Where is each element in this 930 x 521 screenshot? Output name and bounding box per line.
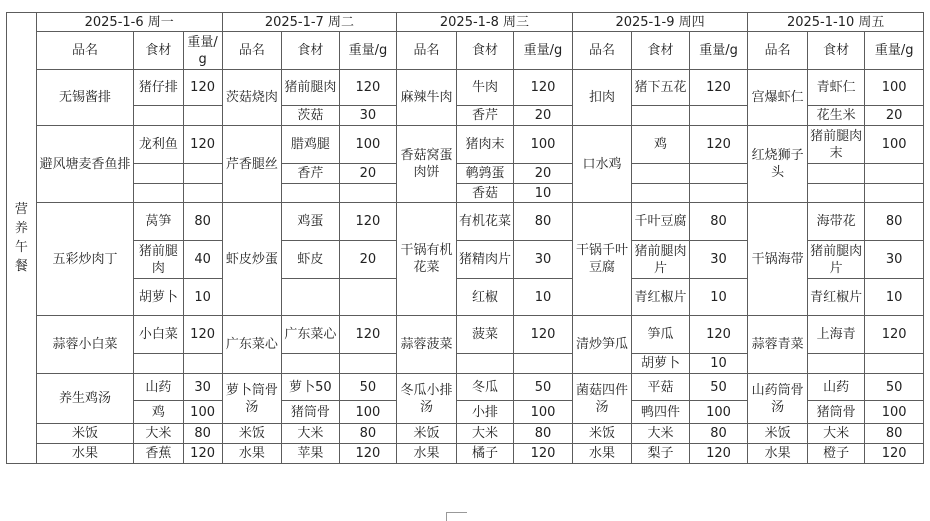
dish-name-cell[interactable]: 芹香腿丝 — [222, 126, 282, 203]
meal-category-label: 营养午餐 — [14, 202, 28, 274]
meal-category-cell[interactable] — [7, 13, 37, 464]
ingredient-cell[interactable]: 鹌鹑蛋 — [456, 164, 514, 184]
dish-name-cell[interactable]: 蒜蓉青菜 — [748, 316, 808, 374]
ingredient-cell[interactable] — [456, 354, 514, 374]
column-header-name[interactable]: 品名 — [572, 32, 632, 70]
ingredient-cell[interactable]: 广东菜心 — [282, 316, 340, 354]
weight-cell[interactable]: 80 — [514, 424, 573, 444]
weight-cell[interactable]: 10 — [514, 184, 573, 203]
column-header-ingredient[interactable]: 食材 — [282, 32, 340, 70]
weight-cell[interactable]: 10 — [865, 279, 924, 316]
weight-cell[interactable]: 120 — [865, 444, 924, 464]
dish-name-cell[interactable]: 水果 — [36, 444, 134, 464]
column-header-ingredient[interactable]: 食材 — [134, 32, 183, 70]
weight-cell[interactable]: 100 — [865, 126, 924, 164]
ingredient-cell[interactable]: 猪仔排 — [134, 70, 183, 106]
dish-name-cell[interactable]: 五彩炒肉丁 — [36, 203, 134, 316]
dish-name-cell[interactable]: 米饭 — [222, 424, 282, 444]
ingredient-cell[interactable]: 大米 — [134, 424, 183, 444]
ingredient-cell[interactable]: 莴笋 — [134, 203, 183, 241]
ingredient-cell[interactable]: 龙利鱼 — [134, 126, 183, 164]
ingredient-cell[interactable]: 鸡蛋 — [282, 203, 340, 241]
dish-name-cell[interactable]: 无锡酱排 — [36, 70, 134, 126]
ingredient-cell[interactable]: 大米 — [632, 424, 690, 444]
dish-name-cell[interactable]: 水果 — [572, 444, 632, 464]
ingredient-cell[interactable]: 红椒 — [456, 279, 514, 316]
ingredient-cell[interactable]: 上海青 — [807, 316, 865, 354]
dish-name-cell[interactable]: 香菇窝蛋肉饼 — [397, 126, 457, 203]
ingredient-cell[interactable] — [807, 164, 865, 184]
ingredient-cell[interactable]: 青红椒片 — [632, 279, 690, 316]
weight-cell[interactable]: 100 — [514, 401, 573, 424]
weight-cell[interactable]: 10 — [689, 279, 748, 316]
weight-cell[interactable]: 20 — [339, 241, 397, 279]
dish-name-cell[interactable]: 广东菜心 — [222, 316, 282, 374]
weight-cell[interactable] — [339, 184, 397, 203]
weight-cell[interactable]: 120 — [689, 316, 748, 354]
dish-name-cell[interactable]: 水果 — [748, 444, 808, 464]
ingredient-cell[interactable]: 牛肉 — [456, 70, 514, 106]
ingredient-cell[interactable]: 千叶豆腐 — [632, 203, 690, 241]
weight-cell[interactable] — [339, 279, 397, 316]
dish-name-cell[interactable]: 米饭 — [572, 424, 632, 444]
lunch-menu-table — [6, 12, 924, 464]
dish-name-cell[interactable]: 蒜蓉菠菜 — [397, 316, 457, 374]
ingredient-cell[interactable]: 猪筒骨 — [807, 401, 865, 424]
weight-cell[interactable]: 30 — [339, 106, 397, 126]
weight-cell[interactable]: 30 — [183, 374, 222, 401]
dish-name-cell[interactable]: 扣肉 — [572, 70, 632, 126]
ingredient-cell[interactable]: 香蕉 — [134, 444, 183, 464]
ingredient-cell[interactable]: 小排 — [456, 401, 514, 424]
column-header-ingredient[interactable]: 食材 — [807, 32, 865, 70]
weight-cell[interactable]: 100 — [183, 401, 222, 424]
day-header-3[interactable]: 2025-1-8 周三 — [397, 13, 573, 32]
weight-cell[interactable] — [689, 164, 748, 184]
weight-cell[interactable]: 10 — [689, 354, 748, 374]
column-header-weight[interactable]: 重量/g — [183, 32, 222, 70]
dish-name-cell[interactable]: 水果 — [397, 444, 457, 464]
ingredient-cell[interactable]: 大米 — [282, 424, 340, 444]
ingredient-cell[interactable]: 平菇 — [632, 374, 690, 401]
dish-name-cell[interactable]: 养生鸡汤 — [36, 374, 134, 424]
ingredient-cell[interactable]: 青虾仁 — [807, 70, 865, 106]
weight-cell[interactable]: 120 — [183, 70, 222, 106]
dish-name-cell[interactable]: 米饭 — [748, 424, 808, 444]
column-header-weight[interactable]: 重量/g — [514, 32, 573, 70]
weight-cell[interactable] — [183, 354, 222, 374]
ingredient-cell[interactable]: 鸭四件 — [632, 401, 690, 424]
weight-cell[interactable]: 10 — [514, 279, 573, 316]
ingredient-cell[interactable]: 香菇 — [456, 184, 514, 203]
dish-name-cell[interactable]: 菌菇四件汤 — [572, 374, 632, 424]
ingredient-cell[interactable]: 萝卜50 — [282, 374, 340, 401]
weight-cell[interactable] — [865, 354, 924, 374]
ingredient-cell[interactable]: 胡萝卜 — [632, 354, 690, 374]
weight-cell[interactable]: 80 — [514, 203, 573, 241]
ingredient-cell[interactable]: 猪前腿肉片 — [632, 241, 690, 279]
weight-cell[interactable]: 80 — [183, 203, 222, 241]
weight-cell[interactable]: 120 — [514, 444, 573, 464]
ingredient-cell[interactable]: 大米 — [456, 424, 514, 444]
ingredient-cell[interactable] — [134, 184, 183, 203]
dish-name-cell[interactable]: 口水鸡 — [572, 126, 632, 203]
ingredient-cell[interactable] — [632, 184, 690, 203]
weight-cell[interactable]: 20 — [865, 106, 924, 126]
weight-cell[interactable] — [689, 184, 748, 203]
weight-cell[interactable]: 80 — [183, 424, 222, 444]
dish-name-cell[interactable]: 米饭 — [397, 424, 457, 444]
weight-cell[interactable]: 30 — [865, 241, 924, 279]
ingredient-cell[interactable]: 苹果 — [282, 444, 340, 464]
weight-cell[interactable]: 120 — [183, 126, 222, 164]
ingredient-cell[interactable] — [134, 106, 183, 126]
weight-cell[interactable]: 80 — [689, 424, 748, 444]
weight-cell[interactable]: 120 — [514, 70, 573, 106]
weight-cell[interactable]: 50 — [865, 374, 924, 401]
weight-cell[interactable]: 100 — [689, 401, 748, 424]
dish-name-cell[interactable]: 山药筒骨汤 — [748, 374, 808, 424]
dish-name-cell[interactable]: 麻辣牛肉 — [397, 70, 457, 126]
ingredient-cell[interactable]: 猪前腿肉末 — [807, 126, 865, 164]
ingredient-cell[interactable]: 花生米 — [807, 106, 865, 126]
dish-name-cell[interactable]: 冬瓜小排汤 — [397, 374, 457, 424]
dish-name-cell[interactable]: 干锅有机花菜 — [397, 203, 457, 316]
weight-cell[interactable]: 120 — [514, 316, 573, 354]
weight-cell[interactable]: 50 — [339, 374, 397, 401]
weight-cell[interactable]: 80 — [865, 203, 924, 241]
column-header-ingredient[interactable]: 食材 — [456, 32, 514, 70]
weight-cell[interactable]: 100 — [865, 401, 924, 424]
weight-cell[interactable]: 10 — [183, 279, 222, 316]
ingredient-cell[interactable] — [807, 184, 865, 203]
weight-cell[interactable]: 120 — [183, 316, 222, 354]
column-header-name[interactable]: 品名 — [748, 32, 808, 70]
column-header-weight[interactable]: 重量/g — [689, 32, 748, 70]
dish-name-cell[interactable]: 蒜蓉小白菜 — [36, 316, 134, 374]
ingredient-cell[interactable] — [632, 164, 690, 184]
weight-cell[interactable] — [183, 106, 222, 126]
ingredient-cell[interactable]: 香芹 — [456, 106, 514, 126]
ingredient-cell[interactable] — [134, 354, 183, 374]
ingredient-cell[interactable] — [807, 354, 865, 374]
ingredient-cell[interactable]: 鸡 — [134, 401, 183, 424]
weight-cell[interactable] — [865, 164, 924, 184]
ingredient-cell[interactable]: 胡萝卜 — [134, 279, 183, 316]
ingredient-cell[interactable]: 猪肉末 — [456, 126, 514, 164]
day-header-4[interactable]: 2025-1-9 周四 — [572, 13, 748, 32]
ingredient-cell[interactable]: 猪精肉片 — [456, 241, 514, 279]
weight-cell[interactable] — [183, 164, 222, 184]
ingredient-cell[interactable]: 橘子 — [456, 444, 514, 464]
ingredient-cell[interactable]: 猪前腿肉 — [134, 241, 183, 279]
weight-cell[interactable]: 120 — [689, 444, 748, 464]
column-header-name[interactable]: 品名 — [397, 32, 457, 70]
ingredient-cell[interactable]: 青红椒片 — [807, 279, 865, 316]
day-header-5[interactable]: 2025-1-10 周五 — [748, 13, 924, 32]
weight-cell[interactable] — [865, 184, 924, 203]
weight-cell[interactable] — [514, 354, 573, 374]
ingredient-cell[interactable]: 山药 — [134, 374, 183, 401]
weight-cell[interactable]: 120 — [183, 444, 222, 464]
weight-cell[interactable]: 80 — [339, 424, 397, 444]
ingredient-cell[interactable]: 小白菜 — [134, 316, 183, 354]
dish-name-cell[interactable]: 虾皮炒蛋 — [222, 203, 282, 316]
weight-cell[interactable]: 80 — [689, 203, 748, 241]
ingredient-cell[interactable]: 大米 — [807, 424, 865, 444]
dish-name-cell[interactable]: 水果 — [222, 444, 282, 464]
day-header-2[interactable]: 2025-1-7 周二 — [222, 13, 397, 32]
ingredient-cell[interactable]: 梨子 — [632, 444, 690, 464]
weight-cell[interactable]: 120 — [689, 70, 748, 106]
weight-cell[interactable]: 120 — [689, 126, 748, 164]
ingredient-cell[interactable] — [282, 279, 340, 316]
weight-cell[interactable]: 100 — [514, 126, 573, 164]
column-header-weight[interactable]: 重量/g — [339, 32, 397, 70]
weight-cell[interactable]: 120 — [339, 316, 397, 354]
weight-cell[interactable] — [183, 184, 222, 203]
weight-cell[interactable]: 100 — [865, 70, 924, 106]
weight-cell[interactable]: 120 — [339, 444, 397, 464]
ingredient-cell[interactable]: 香芹 — [282, 164, 340, 184]
weight-cell[interactable]: 50 — [689, 374, 748, 401]
weight-cell[interactable]: 20 — [514, 164, 573, 184]
ingredient-cell[interactable]: 虾皮 — [282, 241, 340, 279]
ingredient-cell[interactable]: 腊鸡腿 — [282, 126, 340, 164]
dish-name-cell[interactable]: 茨菇烧肉 — [222, 70, 282, 126]
weight-cell[interactable]: 30 — [689, 241, 748, 279]
weight-cell[interactable]: 100 — [339, 401, 397, 424]
ingredient-cell[interactable]: 有机花菜 — [456, 203, 514, 241]
ingredient-cell[interactable]: 猪前腿肉 — [282, 70, 340, 106]
ingredient-cell[interactable]: 菠菜 — [456, 316, 514, 354]
weight-cell[interactable]: 120 — [339, 203, 397, 241]
weight-cell[interactable]: 120 — [865, 316, 924, 354]
ingredient-cell[interactable]: 猪前腿肉片 — [807, 241, 865, 279]
ingredient-cell[interactable] — [632, 106, 690, 126]
weight-cell[interactable]: 30 — [514, 241, 573, 279]
column-header-ingredient[interactable]: 食材 — [632, 32, 690, 70]
dish-name-cell[interactable]: 清炒笋瓜 — [572, 316, 632, 374]
day-header-1[interactable]: 2025-1-6 周一 — [36, 13, 222, 32]
dish-name-cell[interactable]: 干锅千叶豆腐 — [572, 203, 632, 316]
ingredient-cell[interactable]: 山药 — [807, 374, 865, 401]
ingredient-cell[interactable]: 猪筒骨 — [282, 401, 340, 424]
weight-cell[interactable]: 120 — [339, 70, 397, 106]
weight-cell[interactable]: 80 — [865, 424, 924, 444]
weight-cell[interactable]: 40 — [183, 241, 222, 279]
weight-cell[interactable]: 20 — [514, 106, 573, 126]
dish-name-cell[interactable]: 避风塘麦香鱼排 — [36, 126, 134, 203]
dish-name-cell[interactable]: 红烧狮子头 — [748, 126, 808, 203]
weight-cell[interactable] — [689, 106, 748, 126]
weight-cell[interactable]: 50 — [514, 374, 573, 401]
ingredient-cell[interactable]: 海带花 — [807, 203, 865, 241]
column-header-name[interactable]: 品名 — [222, 32, 282, 70]
weight-cell[interactable]: 20 — [339, 164, 397, 184]
column-header-name[interactable]: 品名 — [36, 32, 134, 70]
ingredient-cell[interactable]: 冬瓜 — [456, 374, 514, 401]
dish-name-cell[interactable]: 宫爆虾仁 — [748, 70, 808, 126]
weight-cell[interactable] — [339, 354, 397, 374]
ingredient-cell[interactable] — [134, 164, 183, 184]
dish-name-cell[interactable]: 米饭 — [36, 424, 134, 444]
ingredient-cell[interactable]: 茨菇 — [282, 106, 340, 126]
dish-name-cell[interactable]: 干锅海带 — [748, 203, 808, 316]
weight-cell[interactable]: 100 — [339, 126, 397, 164]
ingredient-cell[interactable]: 笋瓜 — [632, 316, 690, 354]
column-header-weight[interactable]: 重量/g — [865, 32, 924, 70]
ingredient-cell[interactable]: 鸡 — [632, 126, 690, 164]
ingredient-cell[interactable]: 猪下五花 — [632, 70, 690, 106]
dish-name-cell[interactable]: 萝卜筒骨汤 — [222, 374, 282, 424]
ingredient-cell[interactable] — [282, 184, 340, 203]
ingredient-cell[interactable]: 橙子 — [807, 444, 865, 464]
ingredient-cell[interactable] — [282, 354, 340, 374]
